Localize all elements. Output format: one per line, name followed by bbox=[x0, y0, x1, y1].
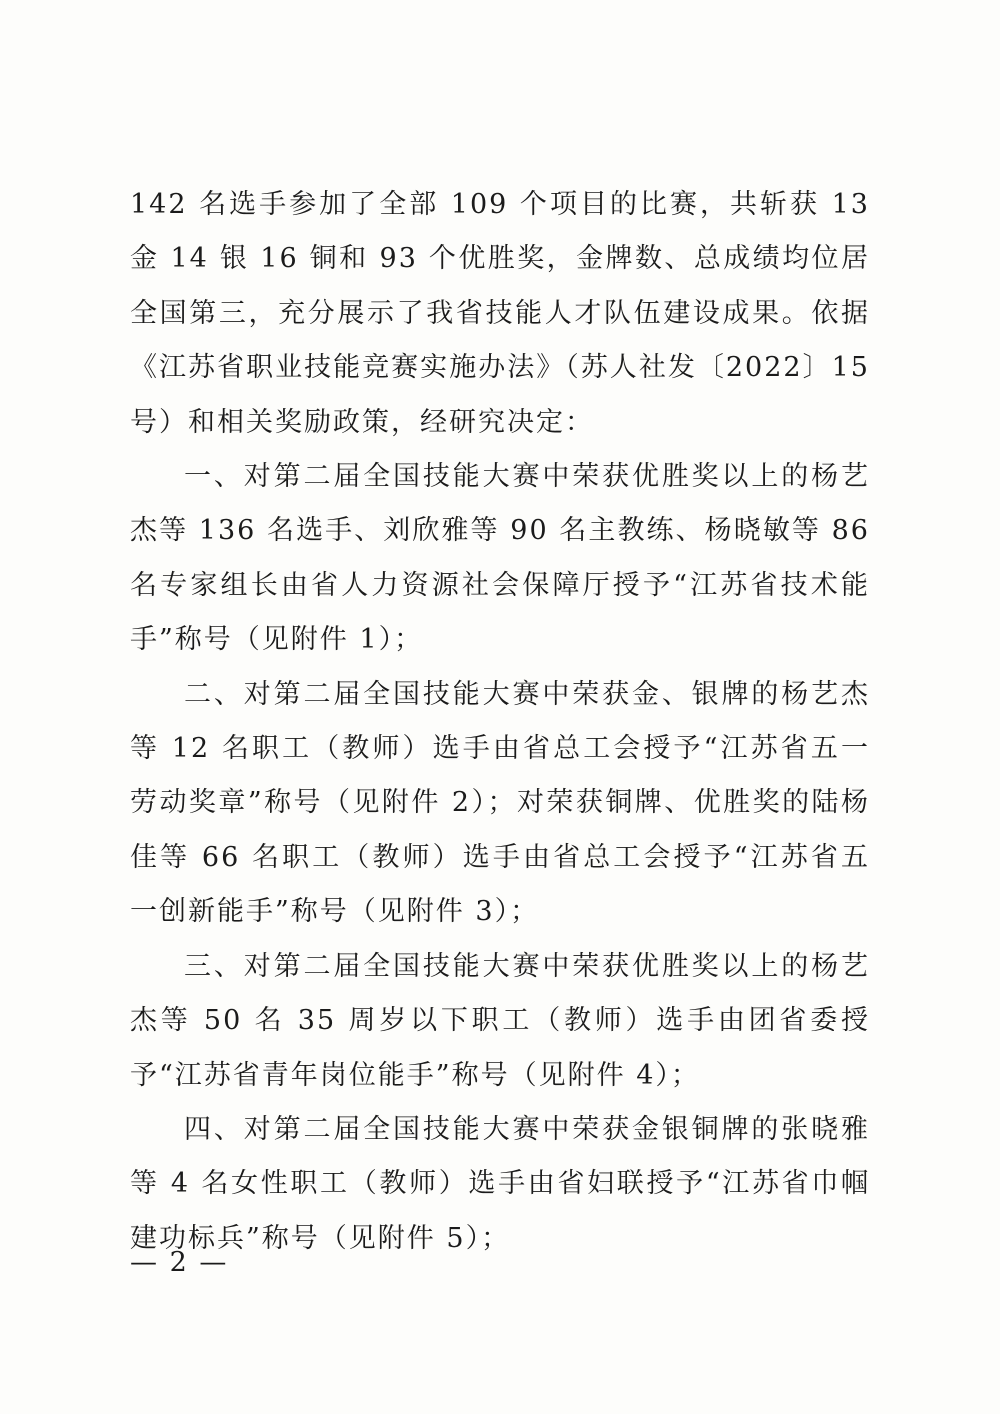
paragraph-intro: 142 名选手参加了全部 109 个项目的比赛，共斩获 13 金 14 银 16 铜和 93 个优胜奖，金牌数、总成绩均位居全国第三，充分展示了我省技能人才队伍建设成果。依据《江苏省职业技能竞赛实施办法》（苏人社发〔2022〕15 号）和相关奖励政策，经研究决定： bbox=[130, 189, 870, 438]
document-body bbox=[130, 178, 870, 1266]
page-number: — 2 — bbox=[130, 1247, 229, 1278]
paragraph-item-4: 四、对第二届全国技能大赛中荣获金银铜牌的张晓雅等 4 名女性职工（教师）选手由省妇联授予“江苏省巾帼建功标兵”称号（见附件 5）； bbox=[130, 1113, 870, 1254]
paragraph-item-3: 三、对第二届全国技能大赛中荣获优胜奖以上的杨艺杰等 50 名 35 周岁以下职工（教师）选手由团省委授予“江苏省青年岗位能手”称号（见附件 4）； bbox=[130, 950, 870, 1091]
paragraph-item-1: 一、对第二届全国技能大赛中荣获优胜奖以上的杨艺杰等 136 名选手、刘欣雅等 90 名主教练、杨晓敏等 86 名专家组长由省人力资源社会保障厅授予“江苏省技术能手”称号（见附件 1）； bbox=[130, 461, 870, 656]
paragraph-item-2: 二、对第二届全国技能大赛中荣获金、银牌的杨艺杰等 12 名职工（教师）选手由省总工会授予“江苏省五一劳动奖章”称号（见附件 2）；对荣获铜牌、优胜奖的陆杨佳等 66 名职工（教师）选手由省总工会授予“江苏省五一创新能手”称号（见附件 3）； bbox=[130, 678, 870, 928]
